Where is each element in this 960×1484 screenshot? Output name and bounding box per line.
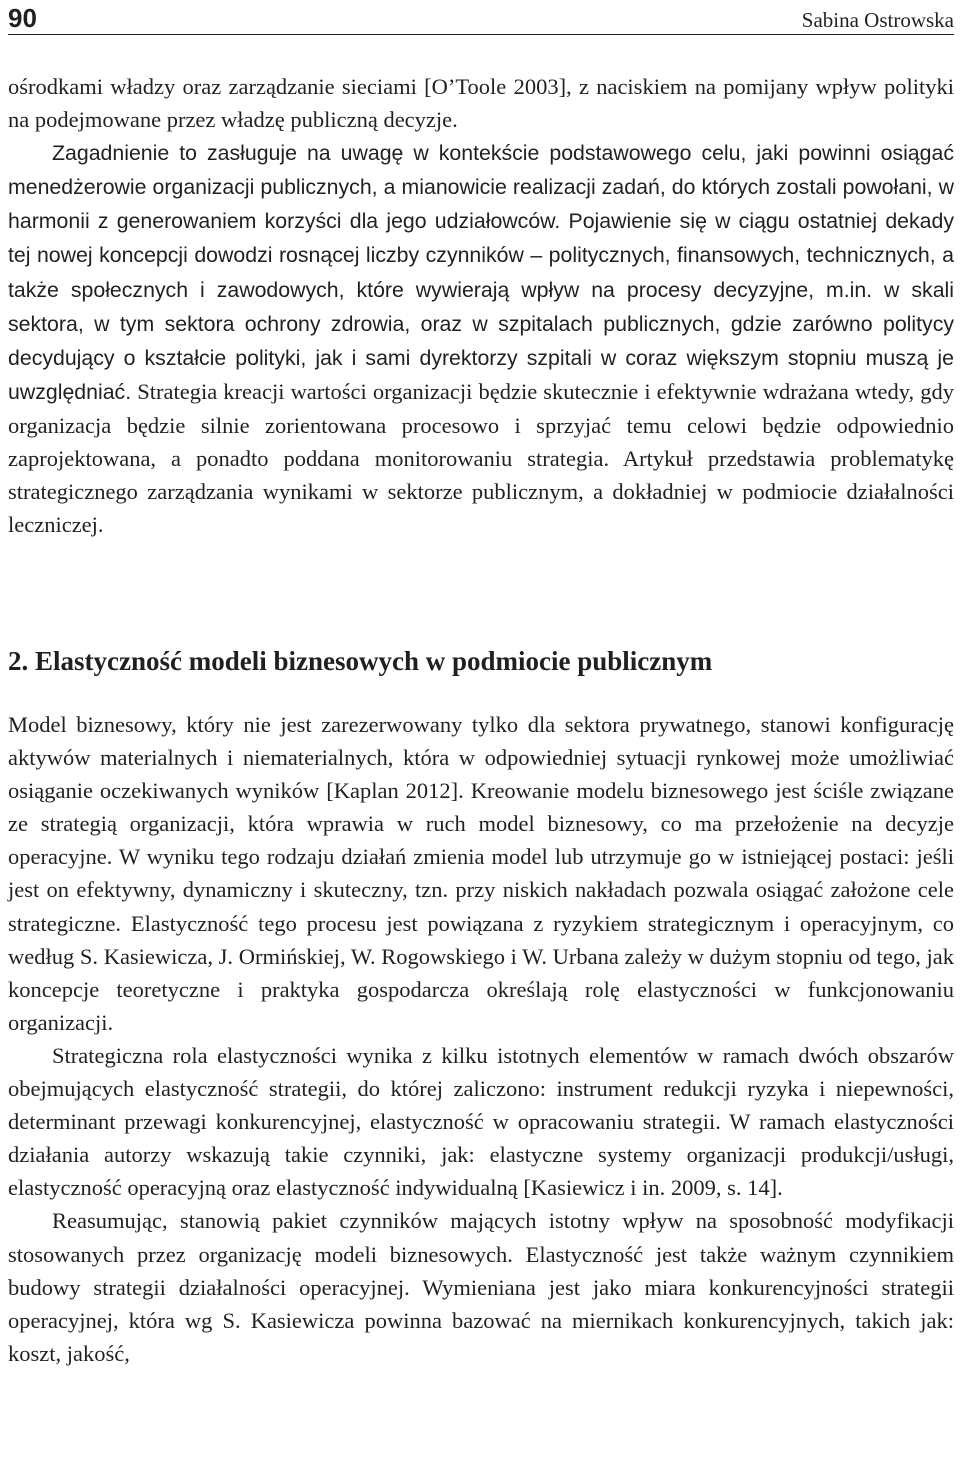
running-head-author: Sabina Ostrowska: [801, 8, 954, 32]
intro-text: [8, 70, 954, 541]
intro-paragraph-1: ośrodkami władzy oraz zarządzanie sieciami [O’Toole 2003], z naciskiem na pomijany wpływ polityki na podejmowane przez władzę publiczną decyzje.: [8, 74, 954, 133]
section-paragraph-3: Reasumując, stanowią pakiet czynników mających istotny wpływ na sposobność modyfikacji stosowanych przez organizację modeli biznesowych. Elastyczność jest także ważnym czynnikiem budowy strategii działalności operacyjnej. Wymieniana jest jako miara konkurencyjności strategii operacyjnej, która wg S. Kasiewicza powinna bazować na miernikach konkurencyjnych, takich jak: koszt, jakość,: [8, 1208, 954, 1366]
section-text: [8, 708, 954, 1370]
intro-paragraph-2-serif-part: Strategia kreacji wartości organizacji będzie skutecznie i efektywnie wdrażana wtedy, gdy organizacja będzie silnie zorientowana procesowo i sprzyjać temu celowi będzie odpowiednio zaprojektowana, a ponadto poddana monitorowaniu strategia. Artykuł przedstawia problematykę strategicznego zarządzania wynikami w sektorze publicznym, a dokładniej w podmiocie działalności leczniczej.: [8, 378, 954, 538]
intro-paragraph-2: [8, 136, 954, 541]
page-number: 90: [8, 3, 37, 33]
section-heading: 2. Elastyczność modeli biznesowych w podmiocie publicznym: [8, 646, 713, 676]
section-paragraph-2: Strategiczna rola elastyczności wynika z kilku istotnych elementów w ramach dwóch obszarów obejmujących elastyczność strategii, do której zaliczono: instrument redukcji ryzyka i niepewności, determinant przewagi konkurencyjnej, elastyczność w opracowaniu strategii. W ramach elastyczności działania autorzy wskazują takie czynniki, jak: elastyczne systemy organizacji produkcji/usługi, elastyczność operacyjną oraz elastyczność indywidualną [Kasiewicz i in. 2009, s. 14].: [8, 1042, 954, 1201]
section-paragraph-1: Model biznesowy, który nie jest zarezerwowany tylko dla sektora prywatnego, stanowi konfigurację aktywów materialnych i niematerialnych, która w odpowiedniej sytuacji rynkowej może umożliwiać osiąganie oczekiwanych wyników [Kaplan 2012]. Kreowanie modelu biznesowego jest ściśle związane ze strategią organizacji, która wprawia w ruch model biznesowy, co ma przełożenie na decyzje operacyjne. W wyniku tego rodzaju działań zmienia model lub utrzymuje go w istniejącej postaci: jeśli jest on efektywny, dynamiczny i skuteczny, tzn. przy niskich nakładach pozwala osiągać założone cele strategiczne. Elastyczność tego procesu jest powiązana z ryzykiem strategicznym i operacyjnym, co według S. Kasiewicza, J. Ormińskiej, W. Rogowskiego i W. Urbana zależy w dużym stopniu od tego, jak koncepcje teoretyczne i praktyka gospodarcza określają rolę elastyczności w funkcjonowaniu organizacji.: [8, 712, 954, 1035]
page-header: [8, 4, 954, 35]
intro-paragraph-2-sans-part: Zagadnienie to zasługuje na uwagę w kontekście podstawowego celu, jaki powinni osiągać menedżerowie organizacji publicznych, a mianowicie realizacji zadań, do których zostali powołani, w harmonii z generowaniem korzyści dla jego udziałowców. Pojawienie się w ciągu ostatniej dekady tej nowej koncepcji dowodzi rosnącej liczby czynników – politycznych, finansowych, technicznych, a także społecznych i zawodowych, które wywierają wpływ na procesy decyzyjne, m.in. w skali sektora, w tym sektora ochrony zdrowia, oraz w szpitalach publicznych, gdzie zarówno politycy decydujący o kształcie polityki, jak i sami dyrektorzy szpitali w coraz większym stopniu muszą je uwzględniać.: [8, 141, 954, 404]
